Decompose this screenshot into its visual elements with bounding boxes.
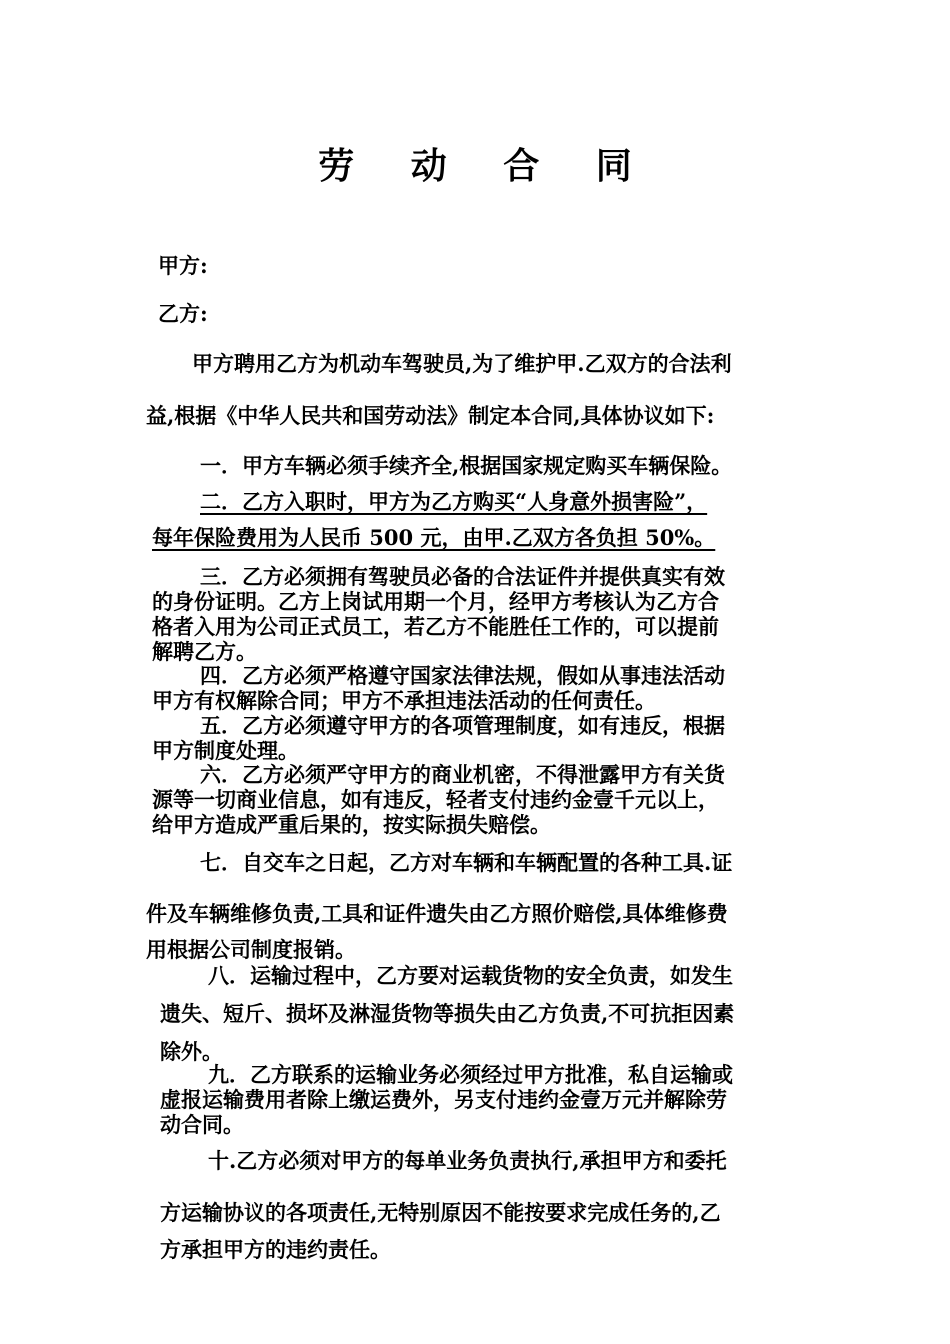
clause-8-line-3: 除外。 <box>160 1039 223 1064</box>
clause-8-line-2: 遗失、短斤、损坏及淋湿货物等损失由乙方负责,不可抗拒因素 <box>160 1001 735 1026</box>
clause-3-line-4: 解聘乙方。 <box>152 639 257 664</box>
clause-9-line-1: 九．乙方联系的运输业务必须经过甲方批准，私自运输或 <box>208 1062 733 1087</box>
clause-5-line-2: 甲方制度处理。 <box>152 738 299 763</box>
party-b-label: 乙方: <box>158 301 208 326</box>
clause-10-line-1: 十.乙方必须对甲方的每单业务负责执行,承担甲方和委托 <box>208 1148 727 1173</box>
intro-line-2: 益,根据《中华人民共和国劳动法》制定本合同,具体协议如下: <box>146 403 715 428</box>
clause-2-line-1: 二．乙方入职时，甲方为乙方购买“人身意外损害险”， <box>200 489 708 514</box>
clause-9-line-3: 动合同。 <box>160 1112 244 1137</box>
clause-7-line-2: 件及车辆维修负责,工具和证件遗失由乙方照价赔偿,具体维修费 <box>146 901 728 926</box>
clause-1-line-1: 一．甲方车辆必须手续齐全,根据国家规定购买车辆保险。 <box>200 453 733 478</box>
clause-2-line-2: 每年保险费用为人民币 500 元，由甲.乙双方各负担 50%。 <box>152 525 716 550</box>
clause-6-line-2: 源等一切商业信息，如有违反，轻者支付违约金壹千元以上， <box>152 787 719 812</box>
clause-6-line-1: 六．乙方必须严守甲方的商业机密，不得泄露甲方有关货 <box>200 762 725 787</box>
clause-7-line-1: 七．自交车之日起，乙方对车辆和车辆配置的各种工具.证 <box>200 850 733 875</box>
clause-3-line-3: 格者入用为公司正式员工，若乙方不能胜任工作的，可以提前 <box>152 614 719 639</box>
clause-3-line-1: 三．乙方必须拥有驾驶员必备的合法证件并提供真实有效 <box>200 564 725 589</box>
clause-10-line-2: 方运输协议的各项责任,无特别原因不能按要求完成任务的,乙 <box>160 1200 721 1225</box>
clause-4-line-2: 甲方有权解除合同；甲方不承担违法活动的任何责任。 <box>152 688 656 713</box>
clause-8-line-1: 八．运输过程中，乙方要对运载货物的安全负责，如发生 <box>208 963 733 988</box>
clause-10-line-3: 方承担甲方的违约责任。 <box>160 1237 391 1262</box>
clause-5-line-1: 五．乙方必须遵守甲方的各项管理制度，如有违反，根据 <box>200 713 725 738</box>
clause-3-line-2: 的身份证明。乙方上岗试用期一个月，经甲方考核认为乙方合 <box>152 589 719 614</box>
clause-7-line-3: 用根据公司制度报销。 <box>146 937 356 962</box>
clause-6-line-3: 给甲方造成严重后果的，按实际损失赔偿。 <box>152 812 551 837</box>
intro-line-1: 甲方聘用乙方为机动车驾驶员,为了维护甲.乙双方的合法利 <box>192 351 732 376</box>
contract-title: 劳 动 合 同 <box>318 145 654 187</box>
party-a-label: 甲方: <box>158 253 208 278</box>
clause-4-line-1: 四．乙方必须严格遵守国家法律法规，假如从事违法活动 <box>200 663 725 688</box>
clause-9-line-2: 虚报运输费用者除上缴运费外，另支付违约金壹万元并解除劳 <box>160 1087 727 1112</box>
